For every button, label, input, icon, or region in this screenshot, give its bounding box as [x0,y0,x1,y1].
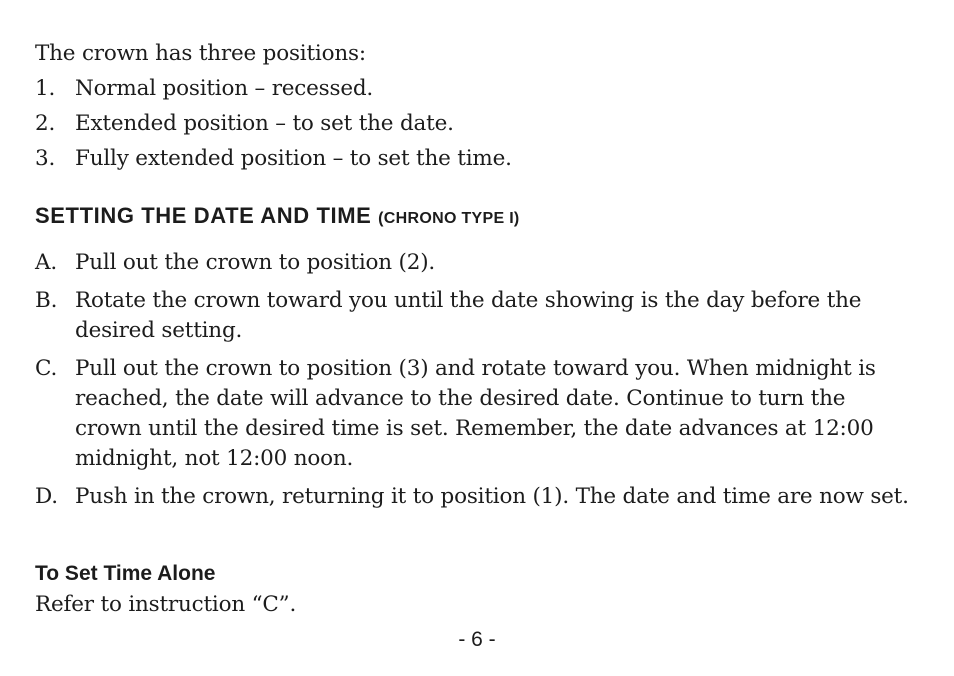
section-heading-subtitle: (CHRONO TYPE I) [378,210,520,227]
section-heading [35,203,520,229]
step-marker: C. [35,356,58,381]
time-alone-instruction: Refer to instruction “C”. [35,592,297,617]
list-marker: 1. [35,76,56,101]
step-marker: D. [35,484,58,509]
step-marker: A. [35,250,57,275]
step-text: Pull out the crown to position (3) and rotate toward you. When midnight is reached, the date will advance to the desired date. Continue to turn the crown until the desired time is set. Remember, the date advances at 12:00 midnight, not 12:00 noon. [75,356,876,471]
section-heading-title: SETTING THE DATE AND TIME [35,203,372,228]
step-item [35,354,915,474]
list-item [35,71,512,106]
steps-list [35,248,915,520]
crown-positions-list [35,71,512,176]
page-number: - 6 - [458,628,496,651]
step-text: Rotate the crown toward you until the date showing is the day before the desired setting. [75,288,862,343]
step-text: Push in the crown, returning it to position (1). The date and time are now set. [75,484,909,509]
step-item [35,248,915,278]
time-alone-heading: To Set Time Alone [35,562,216,585]
list-item [35,106,512,141]
list-marker: 3. [35,146,56,171]
manual-page [35,0,915,676]
crown-positions-lead: The crown has three positions: [35,41,366,66]
list-marker: 2. [35,111,56,136]
step-text: Pull out the crown to position (2). [75,250,436,275]
step-marker: B. [35,288,58,313]
list-item-text: Fully extended position – to set the time. [75,146,512,171]
crown-positions-block [35,36,512,176]
step-item [35,286,915,346]
list-item [35,141,512,176]
list-item-text: Extended position – to set the date. [75,111,454,136]
list-item-text: Normal position – recessed. [75,76,374,101]
step-item [35,482,915,512]
